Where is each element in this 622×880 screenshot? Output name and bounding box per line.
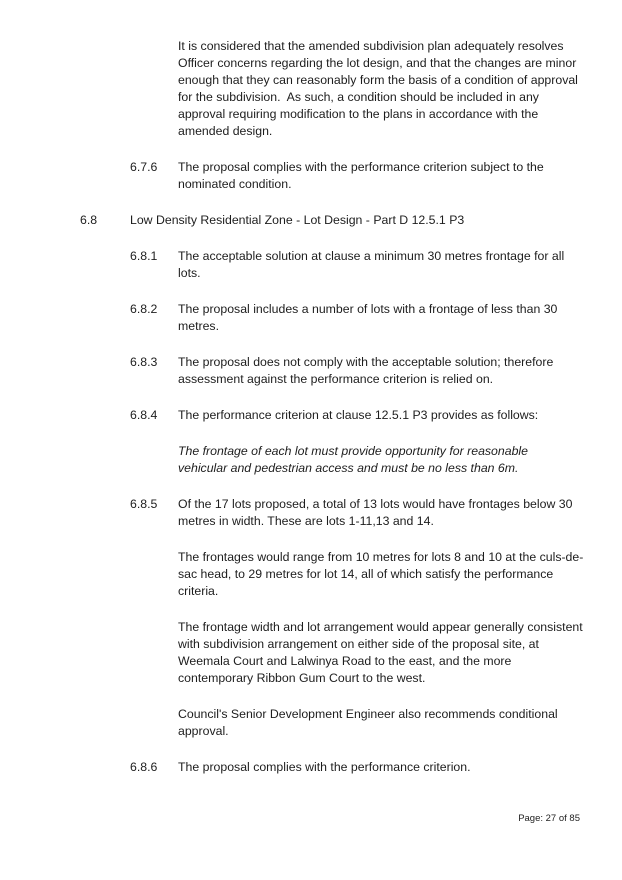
- clause-number: 6.8.2: [130, 302, 158, 316]
- clause-text: Of the 17 lots proposed, a total of 13 lots would have frontages below 30 metres in width. These are lots 1-11,13 and 14.: [178, 497, 576, 528]
- clause-item-6-8-3: [130, 354, 622, 388]
- clause-number: 6.8.4: [130, 408, 158, 422]
- clause-text: The proposal does not comply with the acceptable solution; therefore assessment against the performance criterion is relied on.: [178, 355, 557, 386]
- clause-number: 6.7.6: [130, 160, 158, 174]
- clause-item-6-8-2: [130, 301, 622, 335]
- clause-text: The acceptable solution at clause a minimum 30 metres frontage for all lots.: [178, 249, 568, 280]
- section-number: 6.8: [80, 213, 98, 227]
- clause-text: The proposal complies with the performance criterion subject to the nominated condition.: [178, 160, 548, 191]
- clause-number: 6.8.1: [130, 249, 158, 263]
- paragraph-text: The frontage width and lot arrangement would appear generally consistent with subdivision arrangement on either side of the proposal site, at Weemala Court and Lalwinya Road to the east, and the more contemporary Ribbon Gum Court to the west.: [178, 620, 587, 685]
- clause-item-6-8-5: [130, 496, 622, 530]
- section-title: Low Density Residential Zone - Lot Design - Part D 12.5.1 P3: [130, 213, 465, 227]
- clause-item-6-8-6: [130, 759, 622, 776]
- section-heading-6-8: [80, 212, 622, 229]
- quote-text: The frontage of each lot must provide opportunity for reasonable vehicular and pedestrian access and must be no less than 6m.: [178, 444, 532, 475]
- clause-number: 6.8.6: [130, 760, 158, 774]
- paragraph-text: The frontages would range from 10 metres for lots 8 and 10 at the culs-de-sac head, to 29 metres for lot 14, all of which satisfy the performance criteria.: [178, 550, 584, 598]
- clause-text: The proposal complies with the performance criterion.: [178, 760, 471, 774]
- clause-number: 6.8.5: [130, 497, 158, 511]
- clause-item-6-7-6: [130, 159, 622, 193]
- clause-item-6-8-4: [130, 407, 622, 424]
- paragraph: [178, 38, 588, 140]
- clause-item-6-8-1: [130, 248, 622, 282]
- paragraph-text: It is considered that the amended subdivision plan adequately resolves Officer concerns regarding the lot design, and that the changes are minor enough that they can reasonably form the basis of a condition of approval for the subdivision. As such, a condition should be included in any approval requiring modification to the plans in accordance with the amended design.: [178, 39, 582, 138]
- paragraph: [178, 706, 588, 740]
- clause-text: The performance criterion at clause 12.5.1 P3 provides as follows:: [178, 408, 539, 422]
- paragraph: [178, 549, 588, 600]
- paragraph-text: Council's Senior Development Engineer also recommends conditional approval.: [178, 707, 562, 738]
- paragraph: [178, 619, 588, 687]
- clause-number: 6.8.3: [130, 355, 158, 369]
- page-footer: Page: 27 of 85: [518, 813, 580, 824]
- performance-criterion-quote: [178, 443, 548, 477]
- clause-text: The proposal includes a number of lots with a frontage of less than 30 metres.: [178, 302, 561, 333]
